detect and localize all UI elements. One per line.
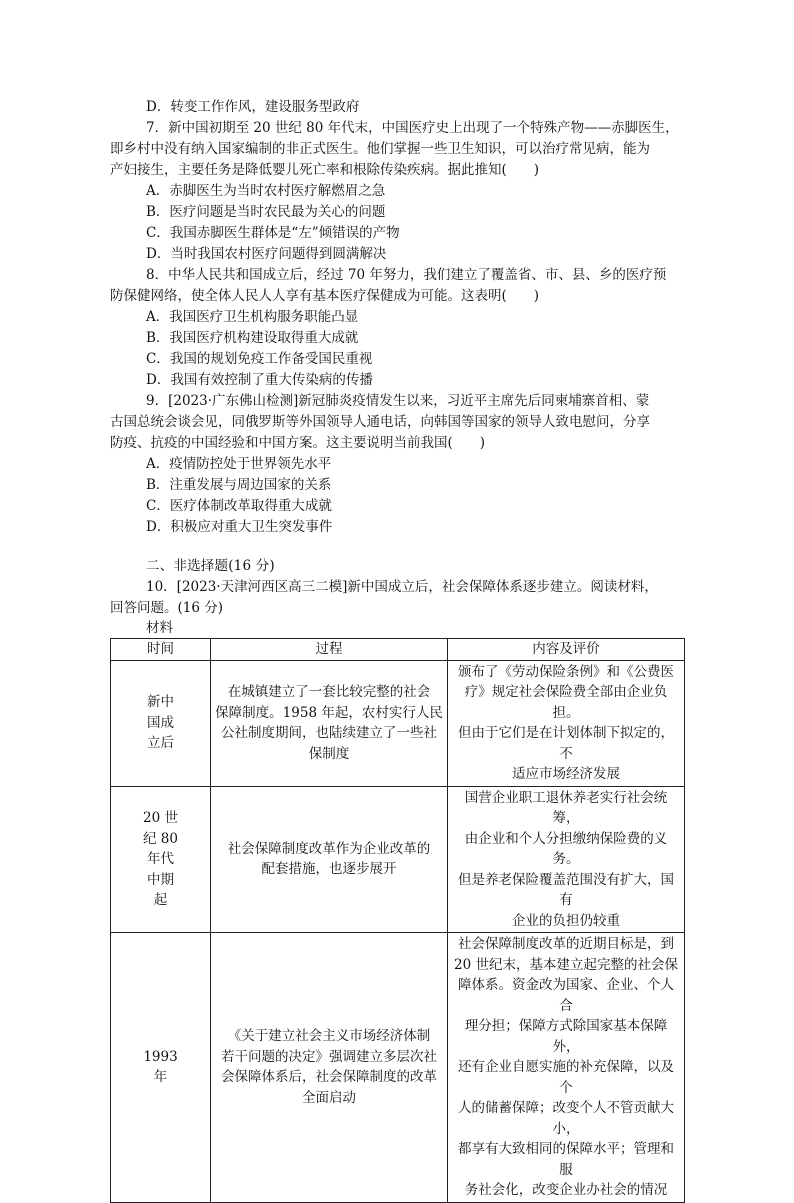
q8-option-b: B．我国医疗机构建设取得重大成就 [146, 330, 359, 346]
q6-option-d: D．转变工作作风，建设服务型政府 [146, 99, 360, 115]
cell-line: 保障制度。1958 年起，农村实行人民 [215, 704, 443, 721]
cell-line: 适应市场经济发展 [512, 766, 620, 782]
q9-stem-line-2: 古国总统会谈会见，同俄罗斯等外国领导人通电话，向韩国等国家的领导人致电慰问，分享 [110, 414, 650, 430]
q8-stem-line-2: 防保健网络，使全体人民人人享有基本医疗保健成为可能。这表明( ) [110, 288, 540, 304]
q8-option-c: C．我国的规划免疫工作备受国民重视 [146, 351, 373, 367]
cell-line: 《关于建立社会主义市场经济体制 [227, 1028, 431, 1045]
cell-line: 由企业和个人分担缴纳保险费的义务。 [464, 830, 668, 867]
q7-stem-line-1: 7．新中国初期至 20 世纪 80 年代末，中国医疗史上出现了一个特殊产物——赤脚医生， [146, 120, 679, 136]
cell-line: 年 [153, 1069, 168, 1086]
cell-line: 障体系。资金改为国家、企业、个人合 [458, 977, 674, 1014]
cell-line: 颁布了《劳动保险条例》和《公费医 [458, 663, 674, 680]
cell-line: 新中 [147, 694, 174, 711]
cell-line: 立后 [147, 735, 174, 752]
cell-line: 起 [153, 892, 168, 908]
cell-line: 但由于它们是在计划体制下拟定的，不 [458, 725, 674, 762]
cell-content [448, 933, 685, 1203]
cell-line: 中期 [147, 871, 174, 888]
cell-line: 纪 80 [143, 830, 178, 847]
cell-line: 会保障体系后，社会保障制度的改革 [221, 1069, 437, 1086]
cell-line: 保制度 [308, 745, 350, 762]
q7-stem-line-3: 产妇接生，主要任务是降低婴儿死亡率和根除传染疾病。据此推知( ) [110, 162, 540, 178]
cell-line: 20 世 [143, 810, 178, 826]
cell-line: 疗》规定社会保险费全部由企业负担。 [464, 684, 668, 721]
cell-content [448, 786, 685, 933]
q8-option-d: D．我国有效控制了重大传染病的传播 [146, 372, 373, 388]
cell-line: 还有企业自愿实施的补充保障，以及个 [458, 1059, 674, 1096]
q9-stem-line-3: 防疫、抗疫的中国经验和中国方案。这主要说明当前我国( ) [110, 435, 486, 451]
q10-stem-line-2: 回答问题。(16 分) [110, 600, 224, 616]
cell-time [111, 786, 211, 933]
q9-option-a: A．疫情防控处于世界领先水平 [146, 456, 332, 472]
cell-line: 人的储蓄保障；改变个人不管贡献大小， [458, 1100, 674, 1137]
cell-time [111, 660, 211, 786]
cell-time [111, 933, 211, 1203]
cell-line: 社会保障制度改革的近期目标是，到 [458, 936, 674, 952]
cell-line: 国营企业职工退休养老实行社会统筹， [464, 789, 668, 826]
q9-option-b: B．注重发展与周边国家的关系 [146, 477, 332, 493]
header-content: 内容及评价 [448, 639, 685, 661]
cell-line: 在城镇建立了一套比较完整的社会 [227, 684, 431, 700]
cell-line: 全面启动 [302, 1089, 356, 1106]
cell-line: 国成 [147, 714, 174, 731]
table-header-row [111, 639, 685, 661]
cell-line: 若干问题的决定》强调建立多层次社 [221, 1048, 437, 1065]
q8-option-a: A．我国医疗卫生机构服务职能凸显 [146, 309, 359, 325]
q7-stem-line-2: 即乡村中没有纳入国家编制的非正式医生。他们掌握一些卫生知识，可以治疗常见病，能为 [110, 141, 650, 157]
q9-stem-line-1: 9．[2023·广东佛山检测]新冠肺炎疫情发生以来，习近平主席先后同柬埔寨首相、蒙 [146, 393, 650, 409]
cell-line: 配套措施，也逐步展开 [261, 861, 397, 878]
q10-stem-line-1: 10．[2023·天津河西区高三二模]新中国成立后，社会保障体系逐步建立。阅读材料， [146, 579, 658, 595]
q7-option-d: D．当时我国农村医疗问题得到圆满解决 [146, 246, 387, 262]
cell-line: 都享有大致相同的保障水平；管理和服 [458, 1141, 674, 1178]
q9-option-d: D．积极应对重大卫生突发事件 [146, 519, 333, 535]
cell-process [211, 786, 448, 933]
cell-line: 理分担；保障方式除国家基本保障外， [464, 1018, 668, 1055]
material-label: 材料 [146, 620, 173, 636]
table-row [111, 933, 685, 1203]
q7-option-b: B．医疗问题是当时农民最为关心的问题 [146, 204, 386, 220]
q9-option-c: C．医疗体制改革取得重大成就 [146, 498, 332, 514]
section-title: 二、非选择题(16 分) [146, 558, 275, 574]
table-row [111, 660, 685, 786]
cell-line: 1993 [143, 1048, 178, 1065]
cell-line: 公社制度期间，也陆续建立了一些社 [221, 725, 437, 741]
cell-line: 务社会化，改变企业办社会的情况 [464, 1182, 668, 1198]
cell-content [448, 660, 685, 786]
q7-option-a: A．赤脚医生为当时农村医疗解燃眉之急 [146, 183, 386, 199]
cell-line: 企业的负担仍较重 [512, 912, 620, 929]
q8-stem-line-1: 8．中华人民共和国成立后，经过 70 年努力，我们建立了覆盖省、市、县、乡的医疗预 [146, 267, 667, 283]
cell-line: 社会保障制度改革作为企业改革的 [227, 840, 431, 857]
q7-option-c: C．我国赤脚医生群体是“左”倾错误的产物 [146, 225, 400, 241]
cell-line: 年代 [147, 851, 174, 867]
cell-line: 20 世纪末，基本建立起完整的社会保 [454, 956, 678, 973]
cell-process [211, 660, 448, 786]
cell-process [211, 933, 448, 1203]
cell-line: 但是养老保险覆盖范围没有扩大，国有 [458, 871, 674, 908]
table-row [111, 786, 685, 933]
material-table [110, 638, 685, 1203]
header-time: 时间 [111, 639, 211, 661]
header-process: 过程 [211, 639, 448, 661]
